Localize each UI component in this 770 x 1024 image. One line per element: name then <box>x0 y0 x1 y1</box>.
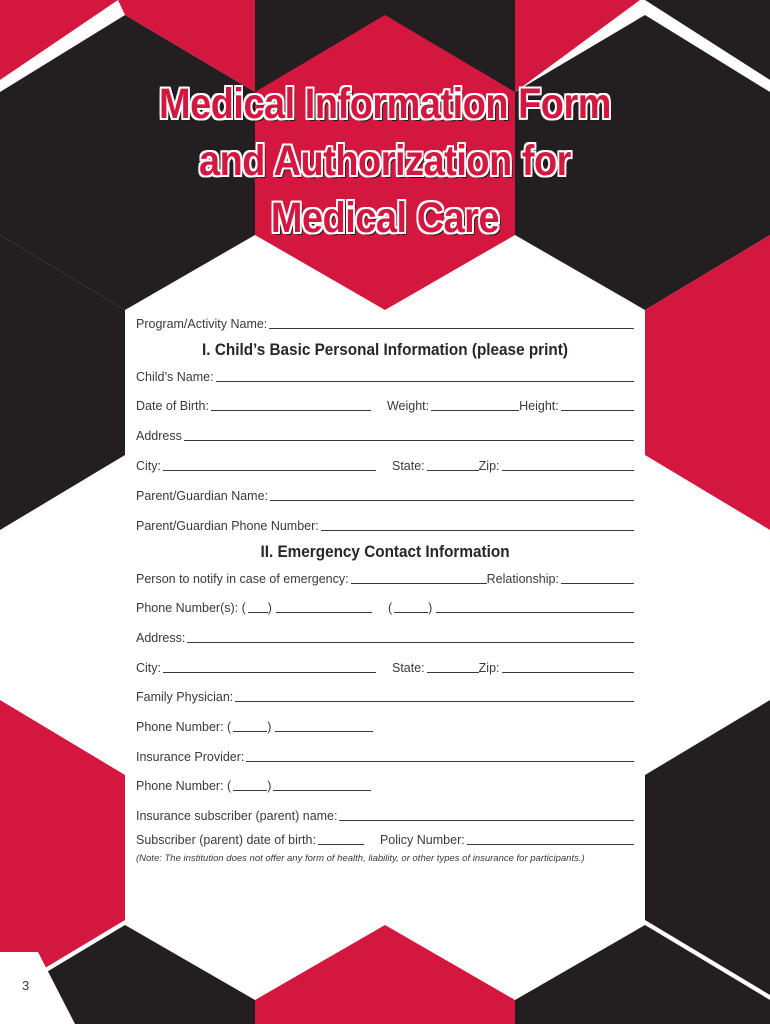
physician-phone-row <box>136 716 634 734</box>
physician-phone-label: Phone Number: ( <box>136 720 232 734</box>
childs-name-field <box>136 366 634 384</box>
emergency-zip-input[interactable] <box>502 660 634 673</box>
title-line-1: Medical Information Form <box>159 80 611 128</box>
guardian-name-input[interactable] <box>270 488 634 501</box>
childs-name-input[interactable] <box>216 369 634 382</box>
insurance-provider-label: Insurance Provider: <box>136 750 245 764</box>
dob-label: Date of Birth: <box>136 399 209 413</box>
emergency-person-input[interactable] <box>351 571 487 584</box>
guardian-phone-input[interactable] <box>321 518 634 531</box>
insurance-paren-close: ) <box>267 779 272 793</box>
child-city-row <box>136 455 634 473</box>
child-address-input[interactable] <box>184 428 634 441</box>
guardian-name-label: Parent/Guardian Name: <box>136 489 269 503</box>
policy-number-input[interactable] <box>467 832 634 845</box>
emergency-address-field <box>136 627 634 645</box>
emergency-zip-label: Zip: <box>478 661 500 675</box>
program-name-label: Program/Activity Name: <box>136 317 268 331</box>
emergency-phone-row <box>136 597 634 615</box>
physician-number-input[interactable] <box>275 719 373 732</box>
insurance-area-code-input[interactable] <box>233 778 267 791</box>
emergency-person-row <box>136 568 634 586</box>
height-input[interactable] <box>561 398 634 411</box>
phone-numbers-label: Phone Number(s): ( <box>136 601 246 615</box>
relationship-input[interactable] <box>561 571 634 584</box>
emergency-address-input[interactable] <box>187 630 634 643</box>
child-zip-input[interactable] <box>502 458 634 471</box>
program-name-input[interactable] <box>269 316 634 329</box>
guardian-phone-label: Parent/Guardian Phone Number: <box>136 519 319 533</box>
subscriber-name-field <box>136 805 634 823</box>
phone2-area-code-input[interactable] <box>394 600 428 613</box>
child-zip-label: Zip: <box>478 459 500 473</box>
emergency-address-label: Address: <box>136 631 186 645</box>
phone1-paren-close: ) <box>267 601 272 615</box>
phone2-paren-close: ) <box>428 601 433 615</box>
child-city-label: City: <box>136 459 161 473</box>
relationship-label: Relationship: <box>486 572 559 586</box>
childs-name-label: Child’s Name: <box>136 370 214 384</box>
section-1-heading: I. Child’s Basic Personal Information (please print) <box>202 340 568 359</box>
emergency-city-label: City: <box>136 661 161 675</box>
phone2-paren-open: ( <box>387 601 393 615</box>
hexagon-red-bottom-center <box>255 925 515 1024</box>
program-name-field <box>136 313 634 331</box>
title-line-2: and Authorization for <box>199 137 571 185</box>
emergency-person-label: Person to notify in case of emergency: <box>136 572 349 586</box>
subscriber-dob-row <box>136 829 634 847</box>
insurance-provider-field <box>136 746 634 764</box>
insurance-phone-label: Phone Number: ( <box>136 779 232 793</box>
insurance-note: (Note: The institution does not offer any form of health, liability, or other types of insurance for participants.) <box>136 853 585 864</box>
height-label: Height: <box>519 399 559 413</box>
child-state-label: State: <box>392 459 425 473</box>
insurance-phone-row <box>136 775 634 793</box>
subscriber-name-label: Insurance subscriber (parent) name: <box>136 809 338 823</box>
emergency-city-row <box>136 657 634 675</box>
subscriber-name-input[interactable] <box>339 808 634 821</box>
dob-input[interactable] <box>211 398 371 411</box>
phone1-number-input[interactable] <box>276 600 372 613</box>
physician-area-code-input[interactable] <box>233 719 267 732</box>
section-2-heading: II. Emergency Contact Information <box>260 542 510 561</box>
guardian-name-field <box>136 485 634 503</box>
weight-input[interactable] <box>431 398 519 411</box>
emergency-state-input[interactable] <box>427 660 479 673</box>
phone2-number-input[interactable] <box>436 600 634 613</box>
guardian-phone-field <box>136 515 634 533</box>
form-title <box>46 76 724 247</box>
family-physician-label: Family Physician: <box>136 690 234 704</box>
page-number: 3 <box>22 978 30 993</box>
emergency-state-label: State: <box>392 661 425 675</box>
insurance-provider-input[interactable] <box>246 749 634 762</box>
child-address-label: Address <box>136 429 182 443</box>
physician-paren-close: ) <box>267 720 272 734</box>
insurance-number-input[interactable] <box>273 778 371 791</box>
subscriber-dob-input[interactable] <box>318 832 364 845</box>
title-line-3: Medical Care <box>270 194 500 242</box>
phone1-area-code-input[interactable] <box>248 600 268 613</box>
child-state-input[interactable] <box>427 458 479 471</box>
weight-label: Weight: <box>386 399 430 413</box>
child-address-field <box>136 425 634 443</box>
family-physician-input[interactable] <box>235 689 634 702</box>
dob-weight-height-row <box>136 395 634 413</box>
subscriber-dob-label: Subscriber (parent) date of birth: <box>136 833 316 847</box>
child-city-input[interactable] <box>163 458 376 471</box>
family-physician-field <box>136 686 634 704</box>
emergency-city-input[interactable] <box>163 660 376 673</box>
policy-number-label: Policy Number: <box>379 833 465 847</box>
